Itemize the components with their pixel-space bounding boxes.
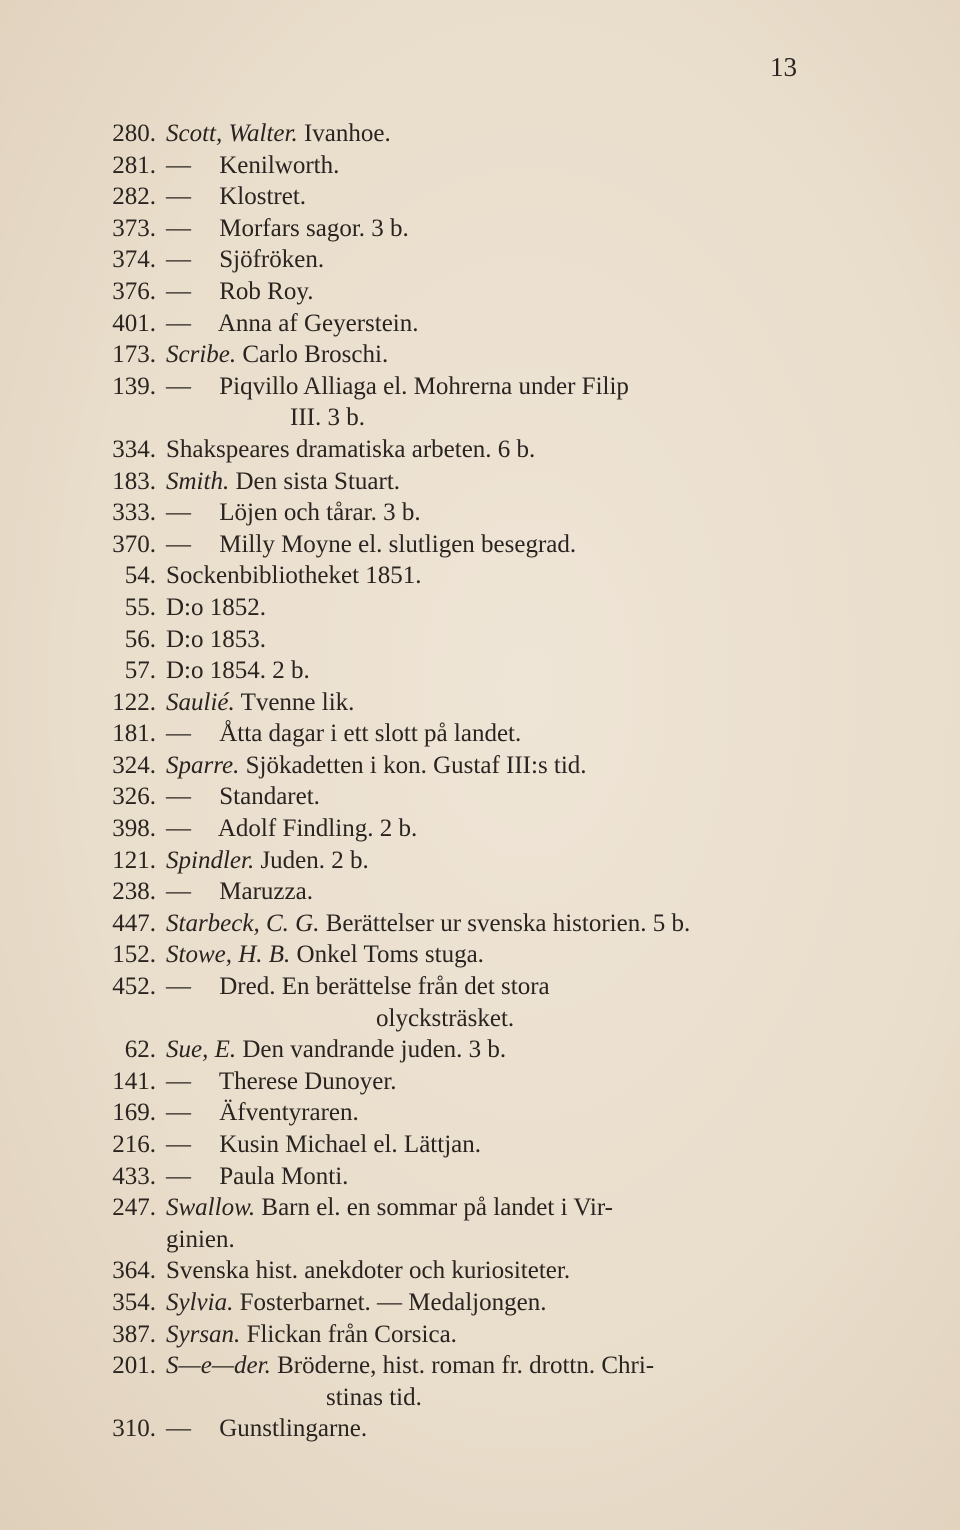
entry-author: Stowe, H. B. [166, 941, 291, 969]
entry-text [166, 529, 576, 561]
entry-title: Äfventyraren. [219, 1099, 359, 1127]
ditto-dash: — [166, 973, 191, 1001]
entry-title: Anna af Geyerstein. [217, 309, 419, 337]
ditto-dash: — [166, 499, 191, 527]
entry-number: 281. [112, 151, 156, 179]
entry-text [166, 181, 306, 213]
entry-text [166, 434, 535, 466]
entry-title: Milly Moyne el. slutligen besegrad. [219, 530, 577, 558]
entry-number: 433. [112, 1162, 156, 1190]
catalog-entry [0, 1192, 960, 1224]
entry-text [166, 876, 313, 908]
entry-number: 55. [124, 593, 156, 621]
entry-number: 56. [124, 625, 156, 653]
entry-title: Paula Monti. [219, 1162, 349, 1190]
entry-text [166, 1319, 457, 1351]
catalog-entry [0, 308, 960, 340]
entry-number: 62. [124, 1036, 156, 1064]
entry-text [166, 939, 484, 971]
entry-title: Sjöfröken. [219, 246, 325, 274]
entry-author: S—e—der. [166, 1352, 271, 1380]
entry-author: Scribe. [166, 341, 237, 369]
entry-title: Klostret. [219, 183, 307, 211]
entry-title: Sockenbibliotheket 1851. [166, 562, 422, 590]
catalog-entry [0, 1382, 960, 1414]
entry-title: Kenilworth. [219, 151, 340, 179]
entry-title: Maruzza. [219, 878, 313, 906]
catalog-entry [0, 1097, 960, 1129]
catalog-list [0, 118, 960, 1445]
entry-text [166, 276, 313, 308]
entry-title: Svenska hist. anekdoter och kuriositeter. [166, 1257, 571, 1285]
catalog-entry [0, 876, 960, 908]
entry-text [166, 1129, 481, 1161]
entry-author: Starbeck, C. G. [166, 909, 320, 937]
entry-text [166, 718, 521, 750]
entry-number: 181. [112, 720, 156, 748]
entry-text [376, 1003, 514, 1035]
entry-author: Syrsan. [166, 1320, 241, 1348]
entry-number: 354. [112, 1288, 156, 1316]
catalog-entry [0, 592, 960, 624]
entry-title: D:o 1853. [166, 625, 266, 653]
entry-number: 122. [112, 688, 156, 716]
entry-number: 333. [112, 499, 156, 527]
entry-title: Adolf Findling. 2 b. [217, 815, 418, 843]
entry-text [290, 402, 365, 434]
entry-number: 387. [112, 1320, 156, 1348]
entry-text [166, 1224, 235, 1256]
catalog-entry [0, 750, 960, 782]
entry-number: 447. [112, 909, 156, 937]
entry-title: Den sista Stuart. [235, 467, 401, 495]
entry-title: olycksträsket. [376, 1004, 515, 1032]
entry-number: 334. [112, 435, 156, 463]
catalog-entry [0, 1350, 960, 1382]
entry-title: Therese Dunoyer. [218, 1067, 397, 1095]
entry-number: 324. [112, 751, 156, 779]
ditto-dash: — [166, 815, 191, 843]
entry-number: 452. [112, 973, 156, 1001]
entry-number: 152. [112, 941, 156, 969]
entry-title: Onkel Toms stuga. [296, 941, 484, 969]
entry-title: Shakspeares dramatiska arbeten. 6 b. [166, 435, 536, 463]
entry-title: Rob Roy. [219, 277, 314, 305]
entry-number: 401. [112, 309, 156, 337]
entry-title: stinas tid. [326, 1383, 422, 1411]
catalog-entry [0, 1161, 960, 1193]
catalog-entry [0, 244, 960, 276]
entry-text [166, 371, 629, 403]
catalog-entry [0, 1003, 960, 1035]
catalog-entry [0, 529, 960, 561]
entry-title: Bröderne, hist. roman fr. drottn. Chri- [277, 1352, 655, 1380]
entry-text [166, 1066, 397, 1098]
catalog-entry [0, 687, 960, 719]
catalog-entry [0, 497, 960, 529]
catalog-entry [0, 1034, 960, 1066]
entry-title: ginien. [166, 1225, 235, 1253]
catalog-entry [0, 402, 960, 434]
entry-number: 374. [112, 246, 156, 274]
entry-text [166, 1287, 546, 1319]
catalog-entry [0, 813, 960, 845]
entry-author: Swallow. [166, 1194, 256, 1222]
entry-title: Berättelser ur svenska historien. 5 b. [325, 909, 691, 937]
catalog-entry [0, 1319, 960, 1351]
entry-text [166, 845, 369, 877]
entry-title: D:o 1852. [166, 593, 266, 621]
entry-text [166, 655, 310, 687]
ditto-dash: — [166, 214, 191, 242]
entry-number: 370. [112, 530, 156, 558]
ditto-dash: — [166, 720, 191, 748]
entry-text [166, 1350, 654, 1382]
entry-author: Sylvia. [166, 1288, 234, 1316]
catalog-entry [0, 560, 960, 592]
entry-number: 173. [112, 341, 156, 369]
ditto-dash: — [166, 530, 191, 558]
ditto-dash: — [166, 183, 191, 211]
entry-title: Piqvillo Alliaga el. Mohrerna under Filip [219, 372, 629, 400]
catalog-entry [0, 781, 960, 813]
entry-title: Åtta dagar i ett slott på landet. [219, 720, 522, 748]
entry-number: 121. [112, 846, 156, 874]
entry-text [166, 339, 388, 371]
entry-number: 216. [112, 1131, 156, 1158]
entry-text [166, 592, 266, 624]
entry-author: Sue, E. [166, 1036, 237, 1064]
entry-title: Sjökadetten i kon. Gustaf III:s tid. [245, 751, 587, 779]
ditto-dash: — [166, 1162, 191, 1190]
catalog-entry [0, 1066, 960, 1098]
entry-author: Spindler. [166, 846, 255, 874]
catalog-entry [0, 1224, 960, 1256]
entry-author: Smith. [166, 467, 230, 495]
ditto-dash: — [166, 878, 191, 906]
catalog-entry [0, 150, 960, 182]
entry-title: Fosterbarnet. — Medaljongen. [239, 1288, 547, 1316]
entry-number: 238. [112, 878, 156, 906]
catalog-entry [0, 939, 960, 971]
entry-text [166, 118, 391, 150]
entry-author: Scott, Walter. [166, 120, 298, 147]
page-number: 13 [770, 52, 797, 82]
catalog-entry [0, 276, 960, 308]
entry-number: 139. [112, 372, 156, 400]
entry-number: 282. [112, 183, 156, 211]
catalog-entry [0, 213, 960, 245]
entry-number: 280. [112, 120, 156, 147]
entry-text [166, 1034, 506, 1066]
catalog-entry [0, 371, 960, 403]
entry-text [166, 213, 409, 245]
entry-title: Ivanhoe. [303, 120, 391, 147]
catalog-entry [0, 339, 960, 371]
entry-text [326, 1382, 422, 1414]
entry-text [166, 750, 587, 782]
entry-number: 310. [112, 1415, 156, 1443]
ditto-dash: — [166, 1099, 191, 1127]
entry-text [166, 244, 324, 276]
entry-text [166, 1097, 359, 1129]
ditto-dash: — [166, 783, 191, 811]
ditto-dash: — [166, 246, 191, 274]
catalog-entry [0, 1413, 960, 1445]
catalog-entry [0, 718, 960, 750]
catalog-entry [0, 971, 960, 1003]
entry-title: D:o 1854. 2 b. [166, 657, 310, 685]
catalog-entry [0, 181, 960, 213]
entry-number: 183. [112, 467, 156, 495]
entry-number: 376. [112, 277, 156, 305]
entry-number: 398. [112, 815, 156, 843]
entry-title: Carlo Broschi. [242, 341, 389, 369]
catalog-entry [0, 1287, 960, 1319]
entry-text [166, 1192, 613, 1224]
entry-text [166, 560, 422, 592]
entry-title: Juden. 2 b. [260, 846, 369, 874]
ditto-dash: — [166, 372, 191, 400]
entry-number: 141. [112, 1067, 156, 1095]
catalog-entry [0, 434, 960, 466]
entry-title: Barn el. en sommar på landet i Vir- [261, 1194, 613, 1222]
entry-title: Tvenne lik. [240, 688, 355, 716]
entry-text [166, 1255, 570, 1287]
entry-number: 169. [112, 1099, 156, 1127]
entry-number: 54. [124, 562, 156, 590]
entry-number: 201. [112, 1352, 156, 1380]
entry-text [166, 813, 417, 845]
ditto-dash: — [166, 1415, 191, 1443]
entry-number: 57. [124, 657, 156, 685]
ditto-dash: — [166, 277, 191, 305]
entry-text [166, 497, 421, 529]
entry-title: Kusin Michael el. Lättjan. [219, 1131, 481, 1158]
entry-text [166, 1161, 348, 1193]
catalog-entry [0, 624, 960, 656]
entry-title: Morfars sagor. 3 b. [219, 214, 409, 242]
catalog-entry [0, 1129, 960, 1161]
ditto-dash: — [166, 309, 191, 337]
entry-title: Gunstlingarne. [219, 1415, 368, 1443]
catalog-entry [0, 466, 960, 498]
catalog-entry [0, 845, 960, 877]
ditto-dash: — [166, 151, 191, 179]
catalog-entry [0, 118, 960, 150]
entry-text [166, 908, 690, 940]
entry-text [166, 150, 339, 182]
ditto-dash: — [166, 1067, 191, 1095]
entry-title: Den vandrande juden. 3 b. [242, 1036, 507, 1064]
entry-title: III. 3 b. [290, 404, 365, 432]
entry-author: Sparre. [166, 751, 240, 779]
entry-title: Standaret. [219, 783, 320, 811]
entry-text [166, 1413, 367, 1445]
catalog-entry [0, 655, 960, 687]
entry-number: 364. [112, 1257, 156, 1285]
entry-number: 247. [112, 1194, 156, 1222]
entry-title: Löjen och tårar. 3 b. [219, 499, 421, 527]
entry-author: Saulié. [166, 688, 235, 716]
entry-number: 373. [112, 214, 156, 242]
entry-text [166, 308, 419, 340]
entry-text [166, 687, 354, 719]
ditto-dash: — [166, 1131, 191, 1158]
entry-title: Dred. En berättelse från det stora [219, 973, 550, 1001]
entry-text [166, 466, 400, 498]
entry-text [166, 781, 320, 813]
catalog-entry [0, 1255, 960, 1287]
entry-title: Flickan från Corsica. [246, 1320, 457, 1348]
entry-text [166, 971, 550, 1003]
entry-number: 326. [112, 783, 156, 811]
catalog-entry [0, 908, 960, 940]
entry-text [166, 624, 266, 656]
